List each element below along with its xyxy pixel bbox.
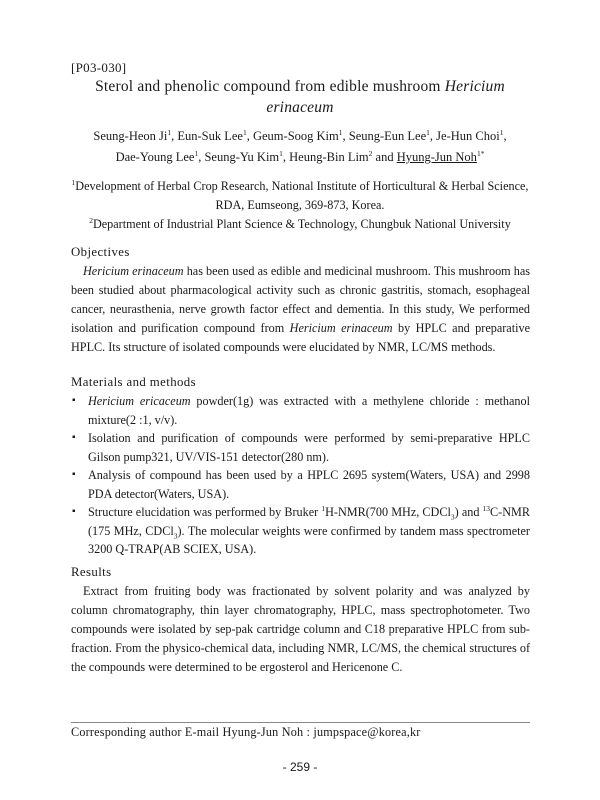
- author-sup: 1*: [476, 148, 485, 158]
- results-heading: Results: [71, 565, 112, 579]
- affiliations: [70, 177, 530, 234]
- list-item: [71, 466, 530, 503]
- title-species: Hericium erinaceum: [266, 78, 505, 116]
- author: Eun-Suk Lee: [177, 129, 243, 143]
- list-item: [71, 429, 530, 466]
- abstract-code: [P03-030]: [71, 60, 127, 75]
- page-number: - 259 -: [282, 760, 318, 774]
- bullet-icon: ▪: [72, 506, 76, 517]
- author: Heung-Bin Lim: [289, 150, 369, 164]
- bullet-icon: ▪: [72, 432, 76, 443]
- affiliation-text: Department of Industrial Plant Science & Technology, Chungbuk National University: [92, 217, 511, 231]
- formula-sub: 3: [450, 512, 455, 522]
- author-list: Seung-Heon Ji$^1$, Eun-Suk Lee$^1$, Geum-Soog Kim$^1$, Seung-Eun Lee$^1$, Je-Hun Choi$^1$, Dae-Young Lee$^1$, Seung-Yu Kim$^1$, Heung-Bin Lim$^2$ and Hyung-Jun Noh$^{1*}$: [93, 127, 507, 164]
- footer-divider: [71, 722, 530, 723]
- isotope-sup: 13: [482, 503, 491, 513]
- method-text: Isolation and purification of compounds were performed by semi-preparative HPLC Gilson pump321, UV/VIS-151 detector(280 nm).: [88, 431, 530, 464]
- objectives-heading: Objectives: [71, 245, 130, 259]
- isotope-sup: 1: [321, 503, 326, 513]
- author-sup: 1: [242, 127, 247, 137]
- methods-heading: Materials and methods: [71, 375, 196, 389]
- results-paragraph: Extract from fruiting body was fractionated by solvent polarity and was analyzed by column chromatography, thin layer chromatography, HPLC, mass spectrophotometer. Two compounds were isolated by sep-pak cartridge column and C18 preparative HPLC from sub-fraction. From the physico-chemical data, including NMR, LC/MS, the chemical structures of the compounds were determined to be ergosterol and Hericenone C.: [71, 584, 530, 674]
- author-sup: 1: [338, 127, 343, 137]
- affiliation-text: Development of Herbal Crop Research, National Institute of Horticultural & Herbal Science, RDA, Eumseong, 369-873, Korea.: [75, 179, 529, 212]
- bullet-icon: ▪: [72, 395, 76, 406]
- author-sup: 1: [194, 148, 199, 158]
- title-main: Sterol and phenolic compound from edible mushroom: [95, 78, 445, 95]
- objectives-text-2: by HPLC and preparative HPLC. Its structure of isolated compounds were elucidated by NMR, LC/MS methods.: [71, 321, 530, 354]
- affiliation-sup: 1: [71, 177, 76, 187]
- method-text: Analysis of compound has been used by a HPLC 2695 system(Waters, USA) and 2998 PDA detector(Waters, USA).: [88, 468, 530, 501]
- species-name: Hericium erinaceum: [83, 264, 184, 278]
- methods-list: [71, 392, 530, 559]
- author-sup: 1: [167, 127, 172, 137]
- author: Seung-Heon Ji: [93, 129, 168, 143]
- method-text: powder(1g) was extracted with a methylene chloride : methanol mixture(2 :1, v/v).: [88, 394, 530, 427]
- method-text: Structure elucidation was performed by Bruker: [88, 505, 322, 519]
- affiliation-sup: 2: [89, 215, 93, 225]
- method-text: ) and: [454, 505, 483, 519]
- bullet-icon: ▪: [72, 469, 76, 480]
- author: Je-Hun Choi: [436, 129, 500, 143]
- formula-sub: 3: [173, 530, 178, 540]
- affiliation: [70, 215, 530, 234]
- paper-title: [60, 76, 540, 118]
- list-item: [71, 392, 530, 429]
- author: Seung-Eun Lee: [348, 129, 427, 143]
- corresponding-author: Hyung-Jun Noh: [396, 150, 477, 164]
- affiliation: [70, 177, 530, 215]
- species-name: Hericium ericaceum: [88, 394, 191, 408]
- method-text: C-NMR (175 MHz, CDCl: [88, 505, 531, 538]
- list-item: [71, 503, 530, 559]
- author-conjunction: and: [375, 150, 394, 164]
- corresponding-author-note: Corresponding author E-mail Hyung-Jun Noh : jumpspace@korea,kr: [71, 725, 421, 739]
- method-text: ). The molecular weights were confirmed by tandem mass spectrometer 3200 Q-TRAP(AB SCIEX, USA).: [88, 523, 530, 556]
- author: Dae-Young Lee: [115, 150, 195, 164]
- author: Seung-Yu Kim: [204, 150, 280, 164]
- author-sup: 1: [279, 148, 283, 158]
- author-sup: 2: [368, 148, 373, 158]
- objectives-text-1: has been used as edible and medicinal mushroom. This mushroom has been studied about pharmacological activity such as chronic gastritis, stomach, esophageal cancer, neurasthenia, nerve growth factor effect and dementia. In this study, We performed isolation and purification compound from: [71, 264, 530, 335]
- author: Geum-Soog Kim: [252, 129, 339, 143]
- species-name: Hericium erinaceum: [289, 321, 393, 335]
- method-text: H-NMR(700 MHz, CDCl: [325, 505, 451, 519]
- author-sup: 1: [499, 127, 504, 137]
- objectives-paragraph: [71, 262, 530, 357]
- author-sup: 1: [426, 127, 430, 137]
